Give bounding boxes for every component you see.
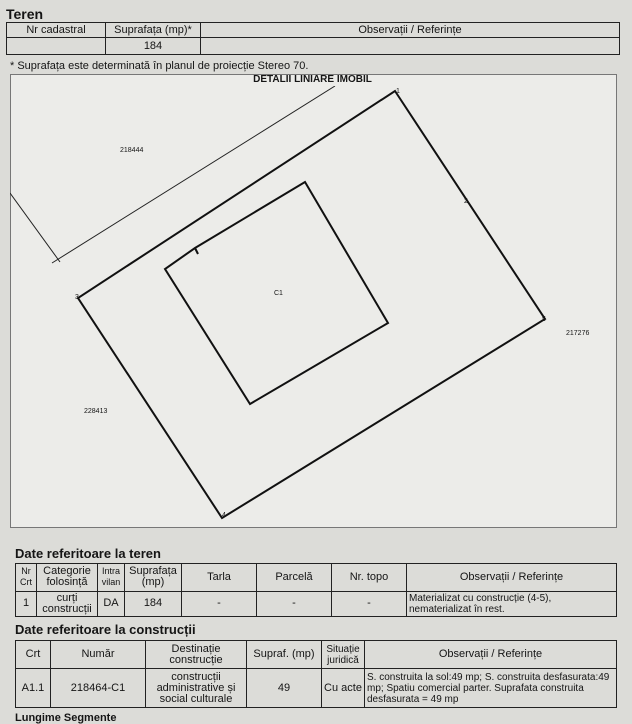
label-point-5: 5 — [542, 316, 546, 323]
plan-drawing — [10, 86, 615, 526]
td-situatie: Cu acte — [322, 669, 365, 708]
td-observatii: Materializat cu construcție (4-5), nematerializat în rest. — [407, 591, 617, 616]
td-observatii-constr: S. construita la sol:49 mp; S. construita desfasurata:49 mp; Spatiu comercial parter. Suprafata construita desfasurata = 49 mp — [365, 669, 617, 708]
plan-title: DETALII LINIARE IMOBIL — [253, 74, 372, 85]
label-building-c1: C1 — [274, 290, 283, 297]
cell-nr-cadastral — [7, 38, 106, 55]
th-observatii-constr: Observații / Referințe — [365, 641, 617, 669]
td-nr-crt: 1 — [16, 591, 37, 616]
th-tarla: Tarla — [182, 564, 257, 592]
th-numar: Număr — [51, 641, 146, 669]
td-parcela: - — [257, 591, 332, 616]
teren-footnote: * Suprafața este determinată în planul de proiecție Stereo 70. — [10, 60, 309, 72]
neighbor-line-top — [52, 86, 335, 263]
label-point-4: 4 — [222, 512, 226, 519]
th-crt: Crt — [16, 641, 51, 669]
td-numar: 218464-C1 — [51, 669, 146, 708]
th-categorie: Categorie folosință — [37, 564, 98, 592]
th-nr-crt: Nr Crt — [16, 564, 37, 592]
header-observatii: Observații / Referințe — [201, 23, 620, 38]
th-nr-topo: Nr. topo — [332, 564, 407, 592]
date-constructii-table — [15, 640, 617, 708]
label-left-parcel: 228413 — [84, 408, 108, 415]
th-intravilan: Intra vilan — [98, 564, 125, 592]
teren-title: Teren — [6, 6, 44, 22]
td-suprafata: 184 — [125, 591, 182, 616]
label-point-1: 1 — [396, 88, 400, 95]
parcel-outline — [78, 91, 545, 518]
td-destinatie: construcții administrative și social culturale — [146, 669, 247, 708]
th-suprafata: Suprafața (mp) — [125, 564, 182, 592]
date-teren-title: Date referitoare la teren — [15, 546, 161, 561]
label-top-parcel: 218444 — [120, 147, 144, 154]
date-constructii-title: Date referitoare la construcții — [15, 622, 196, 637]
label-point-3: 3 — [75, 294, 79, 301]
teren-table — [6, 22, 620, 55]
td-intravilan: DA — [98, 591, 125, 616]
th-destinatie: Destinație construcție — [146, 641, 247, 669]
th-supraf: Supraf. (mp) — [247, 641, 322, 669]
td-supraf: 49 — [247, 669, 322, 708]
td-categorie: curți construcții — [37, 591, 98, 616]
td-nr-topo: - — [332, 591, 407, 616]
td-crt: A1.1 — [16, 669, 51, 708]
th-observatii: Observații / Referințe — [407, 564, 617, 592]
label-point-2: 2 — [464, 198, 468, 205]
neighbor-line-left — [10, 193, 60, 262]
cell-suprafata: 184 — [106, 38, 201, 55]
th-parcela: Parcelă — [257, 564, 332, 592]
td-tarla: - — [182, 591, 257, 616]
header-suprafata: Suprafața (mp)* — [106, 23, 201, 38]
label-right-parcel: 217276 — [566, 330, 590, 337]
footer-lungime-segmente: Lungime Segmente — [15, 712, 117, 724]
date-teren-table — [15, 563, 617, 617]
th-situatie: Situație juridică — [322, 641, 365, 669]
cell-observatii — [201, 38, 620, 55]
header-nr-cadastral: Nr cadastral — [7, 23, 106, 38]
